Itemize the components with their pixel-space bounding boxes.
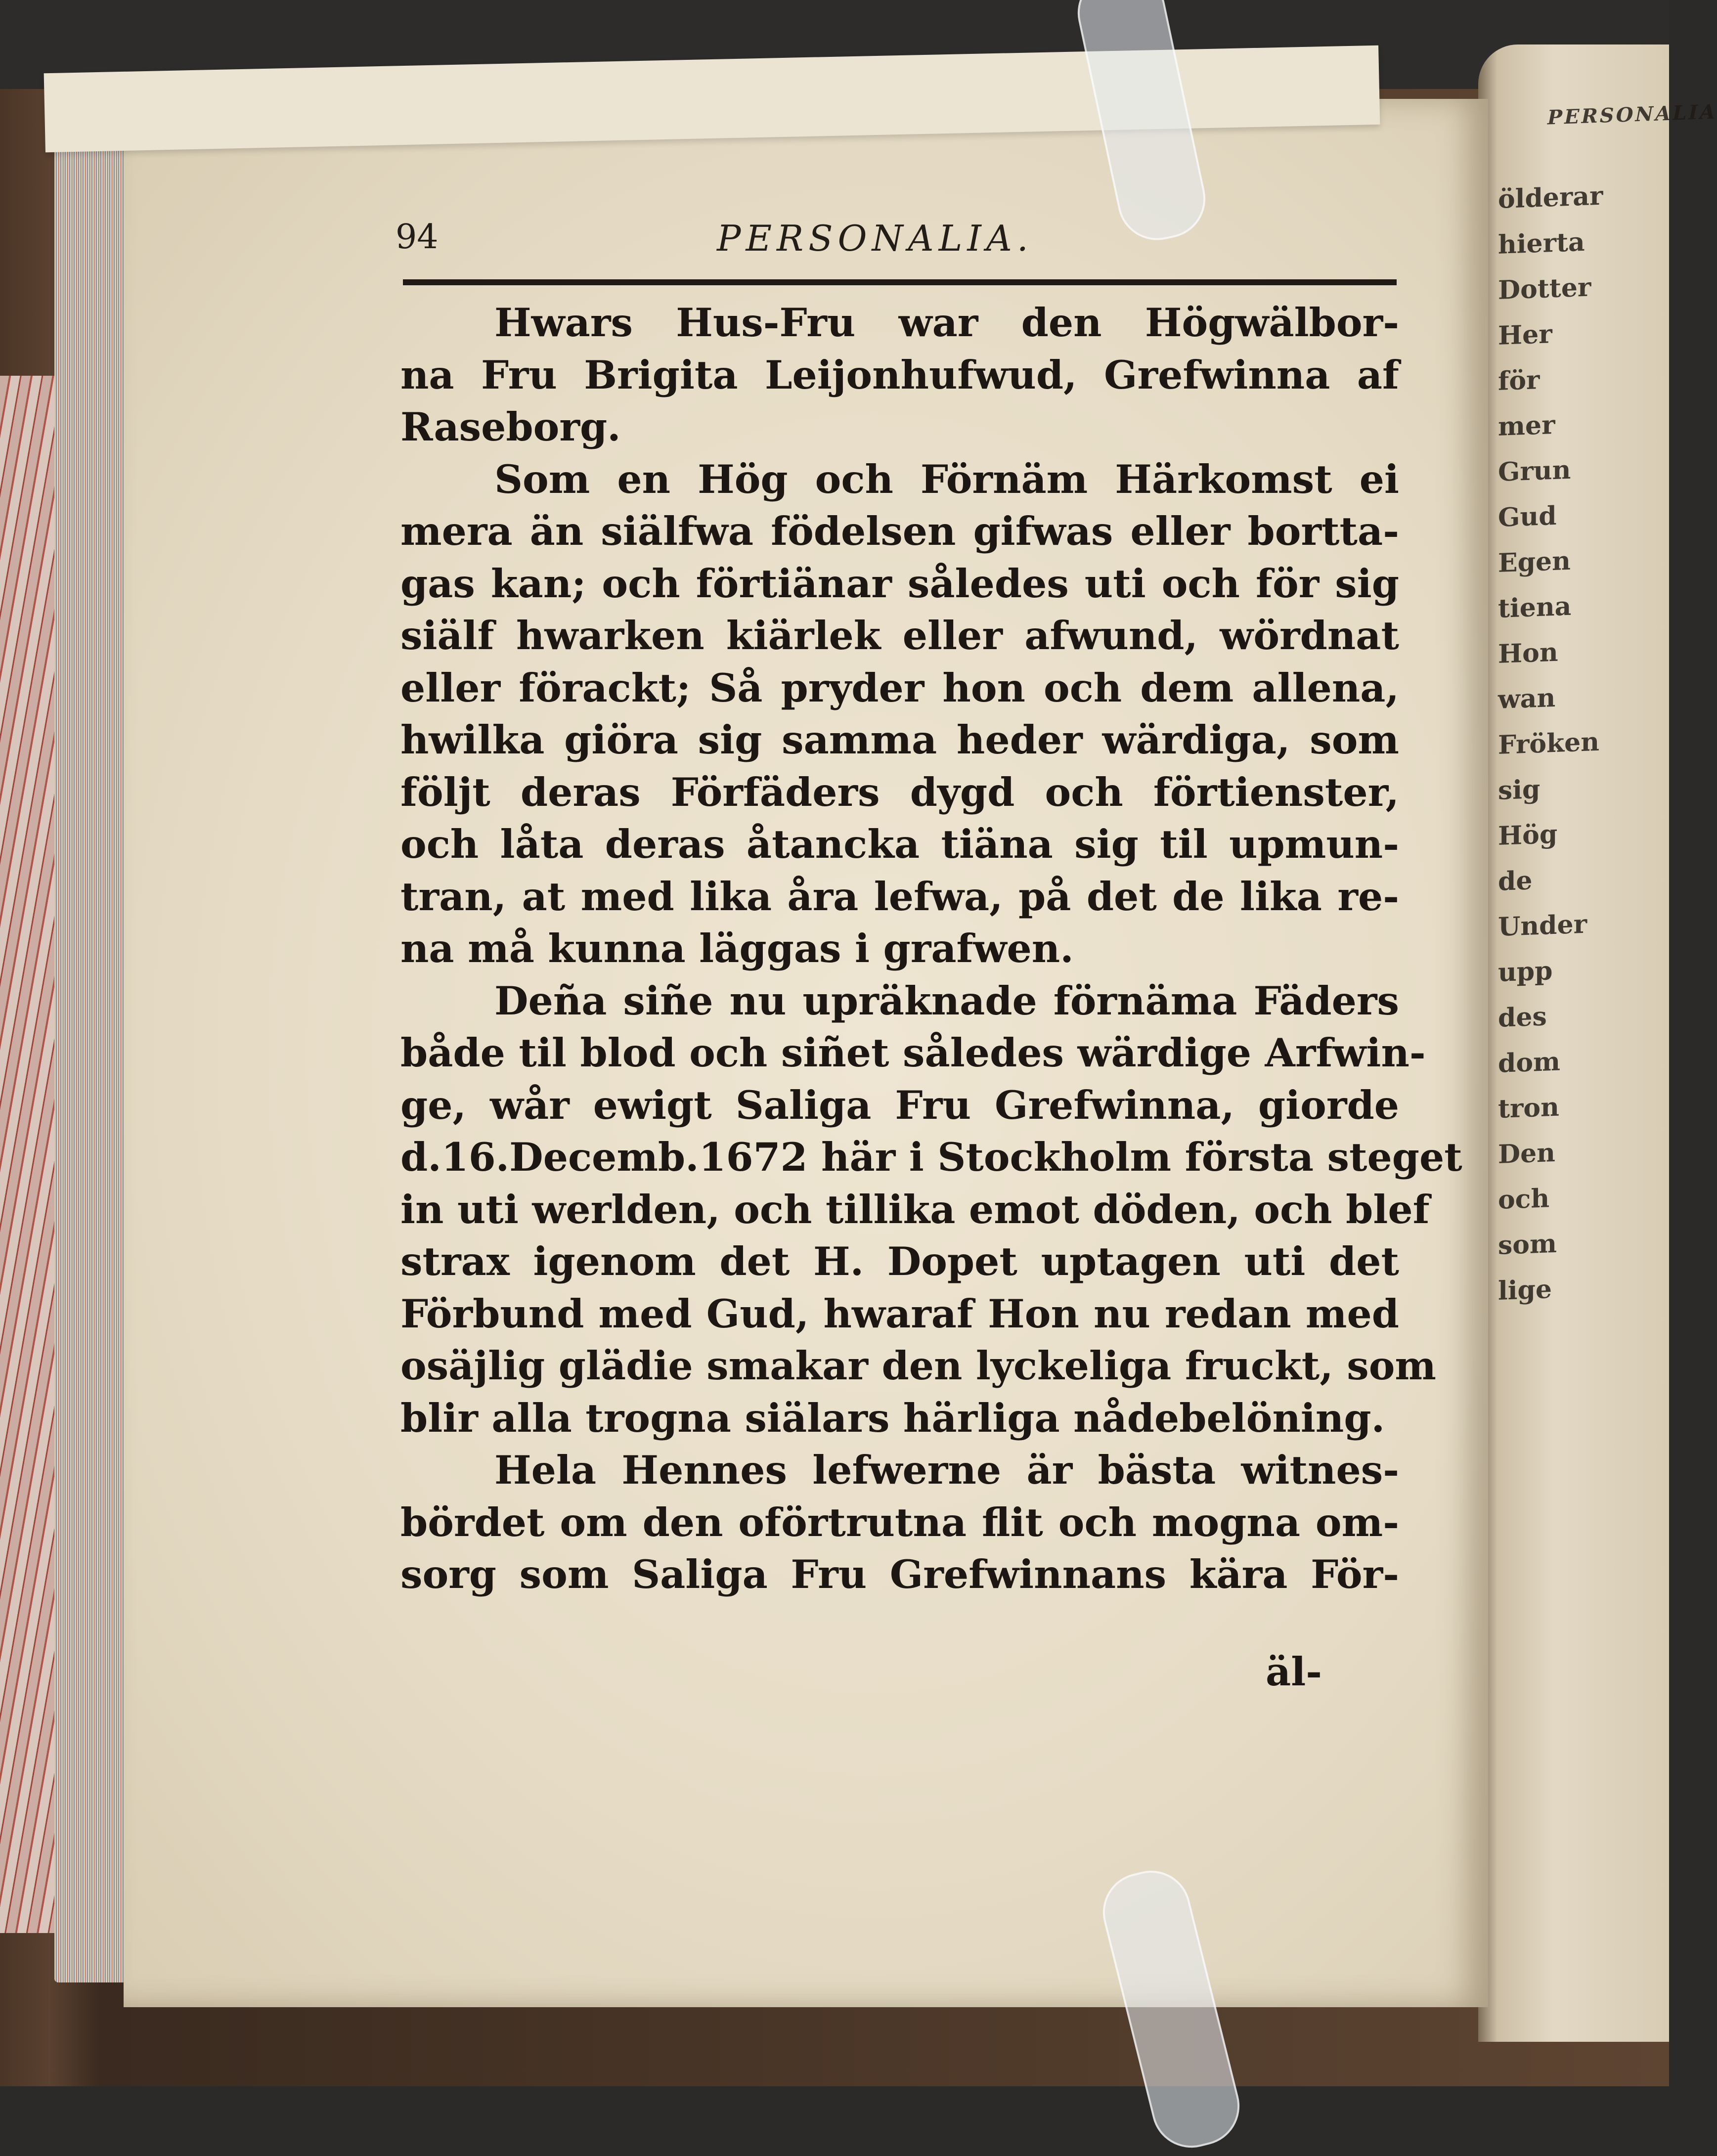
marbled-endpaper (0, 376, 54, 1933)
right-fragment: tiena (1498, 591, 1572, 624)
text-line: bördet om den oförtrutna flit och mogna om- (400, 1499, 1399, 1545)
right-fragment: som (1498, 1228, 1557, 1261)
text-line: hwilka giöra sig samma heder wärdiga, som (400, 717, 1399, 763)
right-fragment: Dotter (1498, 272, 1591, 306)
right-fragment: Her (1498, 319, 1552, 351)
right-fragment: mer (1498, 409, 1555, 442)
text-line: gas kan; och förtiänar således uti och för sig (400, 560, 1399, 607)
right-fragment: des (1498, 1001, 1547, 1033)
right-fragment: Gud (1498, 500, 1557, 533)
text-line: in uti werlden, och tillika emot döden, och blef (400, 1186, 1430, 1232)
right-fragment: de (1498, 865, 1533, 897)
text-line: både til blod och siñet således wärdige Arfwin- (400, 1030, 1426, 1076)
body-text (400, 297, 1462, 1601)
text-line: Som en Hög och Förnäm Härkomst ei (494, 456, 1399, 502)
text-line: mera än siälfwa födelsen gifwas eller bortta- (400, 508, 1399, 554)
right-fragment: tron (1498, 1092, 1559, 1124)
page-edges (54, 124, 129, 1982)
header-rule (403, 279, 1397, 285)
text-line: följt deras Förfäders dygd och förtienster, (400, 769, 1399, 815)
right-fragment: Fröken (1498, 726, 1600, 760)
right-fragment: sig (1498, 774, 1541, 806)
right-fragment: Den (1498, 1137, 1555, 1170)
text-line: na Fru Brigita Leijonhufwud, Grefwinna af (400, 352, 1399, 398)
right-fragment: ölderar (1498, 180, 1603, 215)
right-fragment: Egen (1498, 545, 1571, 578)
text-line: na må kunna läggas i grafwen. (400, 925, 1074, 971)
right-fragment: Grun (1498, 454, 1571, 487)
right-fragment: och (1498, 1183, 1550, 1215)
text-line: eller förackt; Så pryder hon och dem allena, (400, 664, 1399, 711)
right-fragment: Hon (1498, 637, 1558, 669)
right-fragment: upp (1498, 956, 1553, 988)
right-fragment: Hög (1498, 819, 1558, 851)
right-fragment: lige (1498, 1274, 1552, 1306)
page-header (396, 218, 1404, 262)
right-fragment: för (1498, 364, 1540, 396)
text-line: Hwars Hus-Fru war den Högwälbor- (494, 300, 1399, 346)
text-line: osäjlig glädie smakar den lyckeliga fruckt, som (400, 1343, 1437, 1389)
right-fragment: Under (1498, 909, 1587, 942)
text-line: tran, at med lika åra lefwa, på det de lika re- (400, 873, 1399, 920)
right-fragment: dom (1498, 1046, 1561, 1079)
right-page (1478, 44, 1717, 2042)
running-title: PERSONALIA. (717, 218, 1033, 259)
right-page-head: PERSONALIA (1547, 100, 1717, 130)
right-page-text (1498, 100, 1717, 1314)
page-number: 94 (396, 218, 439, 257)
right-fragment: hierta (1498, 226, 1585, 260)
text-line: Förbund med Gud, hwaraf Hon nu redan med (400, 1290, 1399, 1337)
text-line: Deña siñe nu upräknade förnäma Fäders (494, 977, 1399, 1024)
catchword: äl- (1266, 1649, 1322, 1695)
text-line: strax igenom det H. Dopet uptagen uti det (400, 1238, 1399, 1284)
text-line: Raseborg. (400, 404, 621, 450)
right-fragment: wan (1498, 682, 1556, 715)
text-line: ge, wår ewigt Saliga Fru Grefwinna, giorde (400, 1082, 1399, 1128)
text-line: sorg som Saliga Fru Grefwinnans kära För- (400, 1551, 1399, 1597)
text-line: Hela Hennes lefwerne är bästa witnes- (494, 1447, 1399, 1493)
text-line: blir alla trogna siälars härliga nådebelöning. (400, 1395, 1385, 1441)
text-line: d.16.Decemb.1672 här i Stockholm första steget (400, 1134, 1462, 1180)
text-line: och låta deras åtancka tiäna sig til upmun- (400, 821, 1399, 867)
text-line: siälf hwarken kiärlek eller afwund, wördnat (400, 613, 1399, 659)
